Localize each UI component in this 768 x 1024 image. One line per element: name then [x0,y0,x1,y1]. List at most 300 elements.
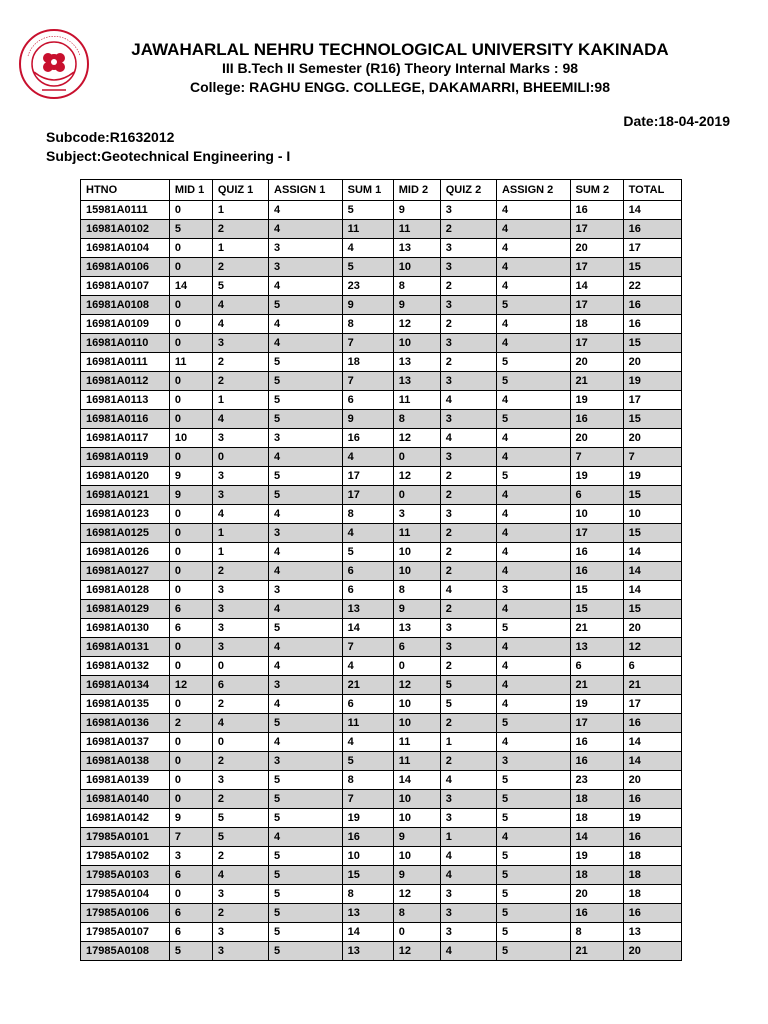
marks-cell: 2 [440,524,496,543]
marks-cell: 4 [440,866,496,885]
htno-cell: 16981A0130 [81,619,170,638]
table-row [81,885,682,904]
marks-cell: 21 [342,676,393,695]
marks-cell: 12 [393,467,440,486]
marks-cell: 4 [440,771,496,790]
marks-cell: 4 [440,847,496,866]
marks-cell: 19 [570,391,623,410]
marks-cell: 1 [440,733,496,752]
marks-cell: 0 [212,448,268,467]
marks-cell: 1 [212,201,268,220]
marks-cell: 5 [269,866,343,885]
marks-cell: 10 [393,847,440,866]
marks-cell: 0 [169,334,212,353]
htno-cell: 16981A0137 [81,733,170,752]
table-row [81,524,682,543]
marks-cell: 8 [393,581,440,600]
marks-cell: 5 [169,942,212,961]
table-row [81,486,682,505]
marks-cell: 22 [623,277,681,296]
table-row [81,581,682,600]
marks-cell: 5 [269,296,343,315]
htno-cell: 17985A0107 [81,923,170,942]
marks-cell: 8 [342,315,393,334]
table-row [81,771,682,790]
marks-cell: 5 [269,790,343,809]
marks-cell: 7 [342,638,393,657]
marks-cell: 16 [570,752,623,771]
marks-cell: 3 [212,581,268,600]
marks-cell: 4 [496,239,570,258]
marks-cell: 5 [269,391,343,410]
marks-cell: 4 [496,828,570,847]
marks-cell: 3 [269,258,343,277]
marks-cell: 17 [623,391,681,410]
marks-cell: 5 [269,904,343,923]
marks-cell: 5 [269,372,343,391]
marks-cell: 9 [169,486,212,505]
marks-cell: 18 [570,790,623,809]
table-row [81,543,682,562]
marks-cell: 4 [440,581,496,600]
marks-cell: 3 [440,505,496,524]
marks-cell: 11 [393,524,440,543]
marks-cell: 8 [342,885,393,904]
marks-cell: 15 [623,524,681,543]
marks-cell: 4 [342,733,393,752]
marks-cell: 4 [496,258,570,277]
marks-cell: 3 [440,809,496,828]
marks-cell: 16 [623,315,681,334]
htno-cell: 16981A0135 [81,695,170,714]
marks-cell: 4 [269,505,343,524]
marks-cell: 4 [496,334,570,353]
marks-cell: 2 [212,695,268,714]
marks-cell: 5 [212,828,268,847]
marks-cell: 16 [623,220,681,239]
marks-cell: 4 [342,524,393,543]
marks-cell: 20 [570,353,623,372]
marks-cell: 10 [393,790,440,809]
marks-cell: 0 [393,923,440,942]
marks-cell: 13 [393,353,440,372]
marks-cell: 5 [342,258,393,277]
marks-cell: 4 [269,448,343,467]
marks-cell: 8 [393,410,440,429]
marks-cell: 2 [440,600,496,619]
column-header: MID 2 [393,180,440,201]
marks-cell: 16 [570,562,623,581]
table-row [81,809,682,828]
htno-cell: 16981A0136 [81,714,170,733]
marks-cell: 4 [342,657,393,676]
marks-cell: 10 [393,258,440,277]
marks-cell: 3 [212,429,268,448]
column-header: ASSIGN 1 [269,180,343,201]
marks-cell: 5 [269,885,343,904]
marks-cell: 17 [623,239,681,258]
htno-cell: 16981A0129 [81,600,170,619]
htno-cell: 17985A0101 [81,828,170,847]
marks-cell: 2 [440,353,496,372]
table-row [81,714,682,733]
marks-cell: 3 [440,638,496,657]
marks-cell: 6 [169,904,212,923]
marks-cell: 15 [570,600,623,619]
table-row [81,790,682,809]
marks-cell: 12 [623,638,681,657]
marks-cell: 4 [496,543,570,562]
marks-cell: 4 [269,600,343,619]
marks-cell: 1 [212,524,268,543]
marks-cell: 15 [623,486,681,505]
table-row [81,600,682,619]
marks-cell: 8 [342,771,393,790]
marks-cell: 6 [570,486,623,505]
marks-cell: 18 [570,315,623,334]
subject-name: Subject:Geotechnical Engineering - I [46,148,291,164]
marks-cell: 5 [440,676,496,695]
marks-cell: 4 [269,733,343,752]
marks-cell: 19 [623,372,681,391]
marks-cell: 20 [623,429,681,448]
marks-cell: 6 [342,695,393,714]
marks-cell: 2 [212,752,268,771]
marks-cell: 5 [269,847,343,866]
marks-cell: 15 [623,334,681,353]
marks-cell: 13 [623,923,681,942]
marks-cell: 0 [393,486,440,505]
marks-cell: 4 [440,429,496,448]
htno-cell: 16981A0110 [81,334,170,353]
table-row [81,391,682,410]
marks-cell: 1 [212,239,268,258]
marks-cell: 18 [342,353,393,372]
marks-cell: 16 [623,714,681,733]
table-row [81,619,682,638]
marks-cell: 18 [623,885,681,904]
htno-cell: 16981A0108 [81,296,170,315]
marks-cell: 3 [440,923,496,942]
marks-cell: 20 [570,239,623,258]
marks-cell: 16 [342,429,393,448]
marks-cell: 17 [342,486,393,505]
marks-cell: 13 [570,638,623,657]
marks-cell: 5 [342,543,393,562]
marks-cell: 11 [393,733,440,752]
marks-cell: 4 [212,315,268,334]
table-row [81,923,682,942]
marks-cell: 21 [623,676,681,695]
table-row [81,448,682,467]
htno-cell: 16981A0138 [81,752,170,771]
marks-table [80,179,682,961]
marks-cell: 2 [212,372,268,391]
marks-cell: 2 [440,486,496,505]
htno-cell: 17985A0106 [81,904,170,923]
htno-cell: 17985A0103 [81,866,170,885]
marks-cell: 0 [169,733,212,752]
marks-cell: 5 [269,771,343,790]
subject-code: Subcode:R1632012 [46,129,175,145]
marks-cell: 2 [440,562,496,581]
marks-cell: 4 [269,315,343,334]
marks-cell: 7 [623,448,681,467]
marks-cell: 3 [440,372,496,391]
htno-cell: 16981A0119 [81,448,170,467]
marks-cell: 0 [169,372,212,391]
marks-cell: 2 [212,258,268,277]
table-row [81,847,682,866]
htno-cell: 16981A0132 [81,657,170,676]
htno-cell: 16981A0120 [81,467,170,486]
marks-cell: 3 [212,600,268,619]
marks-cell: 4 [496,220,570,239]
marks-cell: 4 [496,524,570,543]
marks-cell: 2 [440,220,496,239]
marks-cell: 2 [440,277,496,296]
marks-cell: 11 [342,714,393,733]
marks-cell: 2 [212,220,268,239]
marks-cell: 5 [496,809,570,828]
marks-cell: 17 [623,695,681,714]
htno-cell: 16981A0112 [81,372,170,391]
marks-cell: 14 [342,619,393,638]
marks-cell: 4 [496,486,570,505]
marks-cell: 0 [169,524,212,543]
marks-cell: 5 [496,771,570,790]
marks-cell: 2 [440,657,496,676]
marks-cell: 5 [269,942,343,961]
marks-cell: 4 [496,429,570,448]
marks-cell: 5 [496,467,570,486]
marks-cell: 20 [623,942,681,961]
marks-cell: 13 [393,239,440,258]
marks-cell: 8 [570,923,623,942]
marks-cell: 14 [623,752,681,771]
marks-cell: 3 [212,923,268,942]
marks-cell: 14 [623,733,681,752]
marks-cell: 2 [440,315,496,334]
marks-cell: 0 [169,581,212,600]
marks-cell: 5 [496,885,570,904]
marks-cell: 0 [169,657,212,676]
marks-cell: 18 [623,847,681,866]
marks-cell: 0 [169,296,212,315]
marks-cell: 0 [169,201,212,220]
marks-cell: 0 [169,638,212,657]
marks-cell: 10 [393,695,440,714]
marks-cell: 20 [570,429,623,448]
marks-cell: 0 [169,790,212,809]
marks-cell: 3 [440,258,496,277]
marks-cell: 15 [342,866,393,885]
marks-cell: 3 [212,334,268,353]
htno-cell: 16981A0117 [81,429,170,448]
report-date: Date:18-04-2019 [623,113,730,129]
marks-cell: 10 [342,847,393,866]
marks-cell: 2 [440,752,496,771]
marks-cell: 6 [570,657,623,676]
table-row [81,201,682,220]
marks-cell: 21 [570,619,623,638]
marks-cell: 10 [570,505,623,524]
marks-cell: 9 [169,809,212,828]
marks-cell: 8 [393,904,440,923]
marks-cell: 10 [393,334,440,353]
column-header: ASSIGN 2 [496,180,570,201]
marks-cell: 4 [269,828,343,847]
marks-cell: 3 [269,676,343,695]
marks-cell: 15 [623,258,681,277]
marks-cell: 14 [393,771,440,790]
htno-cell: 16981A0134 [81,676,170,695]
htno-cell: 16981A0131 [81,638,170,657]
marks-cell: 5 [212,809,268,828]
marks-cell: 4 [496,638,570,657]
marks-cell: 0 [169,239,212,258]
table-row [81,828,682,847]
marks-cell: 5 [496,790,570,809]
marks-cell: 6 [169,923,212,942]
marks-cell: 12 [169,676,212,695]
marks-cell: 5 [169,220,212,239]
table-row [81,866,682,885]
marks-cell: 13 [342,904,393,923]
column-header: SUM 1 [342,180,393,201]
marks-cell: 0 [169,885,212,904]
marks-cell: 0 [169,505,212,524]
table-row [81,733,682,752]
marks-cell: 4 [496,695,570,714]
marks-cell: 10 [393,809,440,828]
marks-cell: 0 [393,448,440,467]
column-header: QUIZ 1 [212,180,268,201]
marks-cell: 4 [496,657,570,676]
marks-cell: 5 [496,923,570,942]
college-name: College: RAGHU ENGG. COLLEGE, DAKAMARRI, BHEEMILI:98 [189,79,611,95]
marks-cell: 3 [212,467,268,486]
marks-cell: 5 [212,277,268,296]
marks-cell: 2 [440,543,496,562]
marks-cell: 7 [342,790,393,809]
marks-cell: 14 [570,828,623,847]
marks-cell: 4 [496,505,570,524]
htno-cell: 15981A0111 [81,201,170,220]
marks-cell: 14 [623,581,681,600]
marks-cell: 3 [212,638,268,657]
marks-cell: 5 [496,847,570,866]
marks-cell: 16 [623,828,681,847]
marks-cell: 2 [212,904,268,923]
marks-cell: 9 [393,828,440,847]
htno-cell: 16981A0125 [81,524,170,543]
marks-cell: 15 [570,581,623,600]
htno-cell: 16981A0123 [81,505,170,524]
table-row [81,258,682,277]
marks-cell: 0 [169,695,212,714]
marks-cell: 3 [269,752,343,771]
marks-cell: 18 [570,809,623,828]
column-header: QUIZ 2 [440,180,496,201]
marks-cell: 3 [496,581,570,600]
htno-cell: 17985A0104 [81,885,170,904]
table-row [81,372,682,391]
marks-cell: 5 [496,619,570,638]
marks-cell: 0 [212,657,268,676]
marks-cell: 6 [393,638,440,657]
marks-cell: 4 [212,505,268,524]
marks-cell: 14 [169,277,212,296]
marks-cell: 21 [570,676,623,695]
column-header: TOTAL [623,180,681,201]
htno-cell: 16981A0113 [81,391,170,410]
htno-cell: 16981A0140 [81,790,170,809]
marks-cell: 11 [169,353,212,372]
marks-cell: 5 [496,372,570,391]
marks-cell: 13 [393,372,440,391]
marks-cell: 16 [570,904,623,923]
marks-cell: 4 [342,448,393,467]
marks-cell: 11 [393,220,440,239]
marks-cell: 3 [212,486,268,505]
marks-cell: 20 [623,619,681,638]
marks-cell: 17 [342,467,393,486]
marks-cell: 20 [570,885,623,904]
marks-cell: 2 [440,467,496,486]
marks-cell: 0 [169,258,212,277]
marks-cell: 2 [212,790,268,809]
htno-cell: 16981A0139 [81,771,170,790]
marks-cell: 3 [440,410,496,429]
marks-cell: 10 [623,505,681,524]
marks-cell: 4 [269,334,343,353]
htno-cell: 16981A0107 [81,277,170,296]
marks-cell: 12 [393,942,440,961]
marks-cell: 5 [496,866,570,885]
column-header: HTNO [81,180,170,201]
table-row [81,239,682,258]
marks-cell: 9 [393,296,440,315]
marks-cell: 6 [169,866,212,885]
marks-cell: 6 [342,562,393,581]
marks-cell: 8 [342,505,393,524]
marks-cell: 11 [393,752,440,771]
marks-cell: 3 [440,296,496,315]
marks-cell: 14 [623,562,681,581]
marks-cell: 23 [342,277,393,296]
marks-cell: 5 [496,904,570,923]
table-row [81,942,682,961]
marks-cell: 6 [169,600,212,619]
marks-cell: 5 [440,695,496,714]
marks-cell: 13 [342,600,393,619]
marks-cell: 5 [496,714,570,733]
marks-cell: 3 [440,904,496,923]
university-seal-icon [18,28,90,100]
marks-table-body [81,201,682,961]
marks-cell: 18 [623,866,681,885]
htno-cell: 16981A0127 [81,562,170,581]
marks-cell: 6 [342,391,393,410]
marks-cell: 7 [342,334,393,353]
marks-cell: 0 [393,657,440,676]
marks-cell: 14 [570,277,623,296]
marks-cell: 9 [393,201,440,220]
marks-cell: 17 [570,334,623,353]
marks-cell: 3 [269,524,343,543]
marks-cell: 5 [269,923,343,942]
